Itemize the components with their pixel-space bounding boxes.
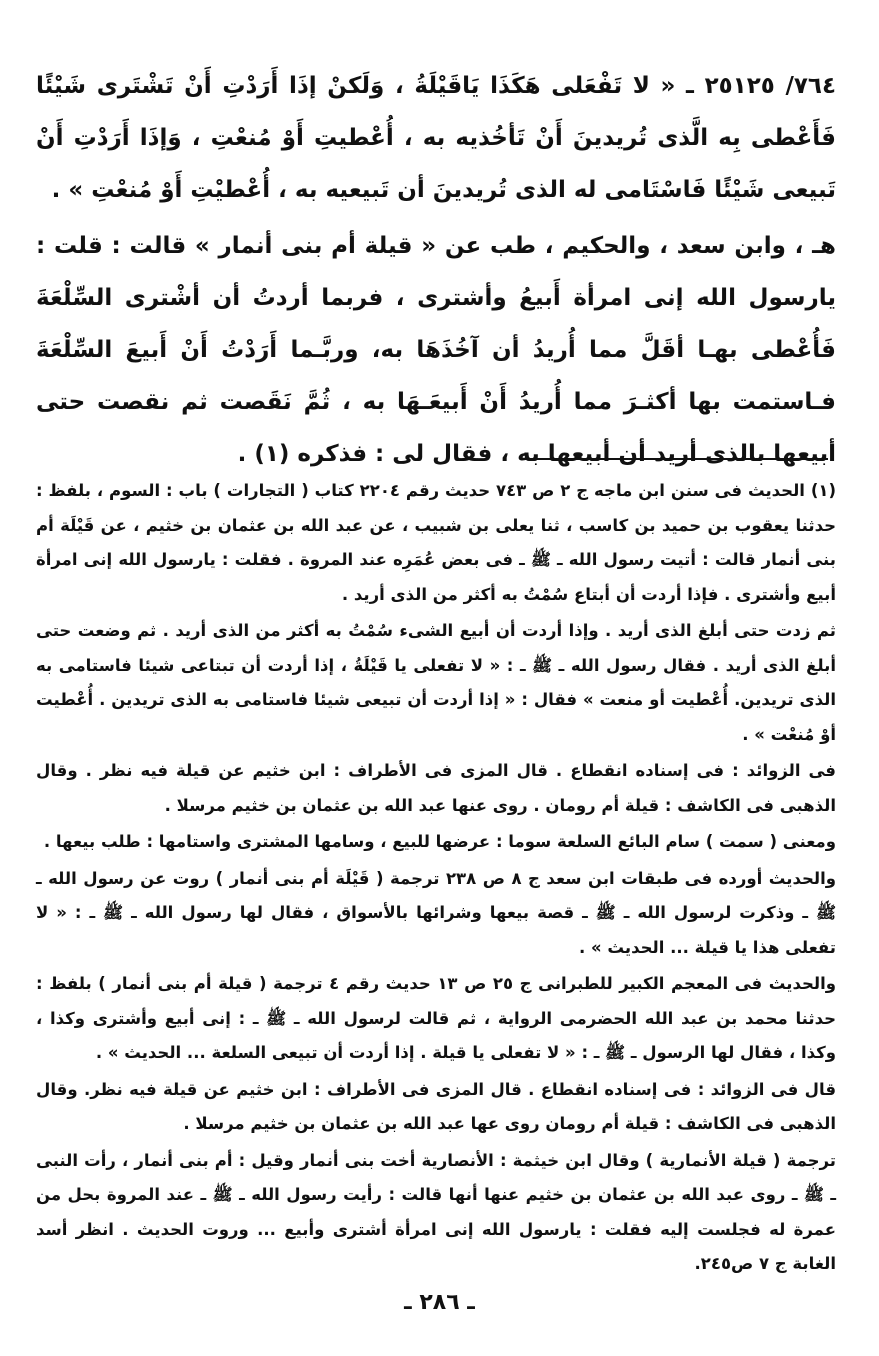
page-content — [36, 60, 837, 1273]
footnote-separator — [520, 458, 828, 460]
footnote-paragraph: قال فى الزوائد : فى إسناده انقطاع . قال المزى فى الأطراف : ابن خثيم عن قيلة فيه نظر. وقال الذهبى فى الكاشف : قيلة أم رومان روى عها عبد الله بن عثمان بن خثيم مرسلا . — [36, 1079, 836, 1133]
hadith-source: هـ ، وابن سعد ، والحكيم ، طب عن « قيلة أم بنى أنمار » قالت : قلت : يارسول الله إنى امرأة أَبيعُ وأشترى ، فربما أردتُ أن أشْترى السِّلْعَةَ فَأُعْطى بهـا أقَلَّ مما أُريدُ أن آخُذَهَا به، وربَّـما أَرَدْتُ أَنْ أَبيعَ السِّلْعَةَ فـاستمت بها أكثـرَ مما أُريدُ أَنْ أَبيعَـهَا به ، ثُمَّ نَقَصت ثم نقصت حتى أبيعها بالذى أريد أن أبيعها به ، فقال لى : فذكره (١) . — [36, 233, 836, 467]
hadith-text: ٧٦٤/ ٢٥١٢٥ ـ « لا تَفْعَلى هَكَذَا يَاقَيْلَةُ ، وَلَكنْ إذَا أَرَدْتِ أَنْ تَشْتَرى شَيْئًا فَأَعْطى بِه الَّذى تُريدينَ أَنْ تَأخُذيه به ، أُعْطيتِ أَوْ مُنعْتِ ، وَإذَا أَرَدْتِ أَنْ تَبيعى شَيْئًا فَاسْتَامى له الذى تُريدينَ أن تَبيعيه به ، أُعْطيْتِ أَوْ مُنعْتِ » . — [36, 73, 836, 203]
footnotes — [36, 474, 836, 1284]
footnote-paragraph: والحديث أورده فى طبقات ابن سعد ج ٨ ص ٢٣٨ ترجمة ( قَيْلَة أم بنى أنمار ) روت عن رسول الله ـ ﷺ ـ وذكرت لرسول الله ـ ﷺ ـ قصة بيعها وشرائها بالأسواق ، فقال لها رسول الله ـ ﷺ ـ : « لا تفعلى هذا يا قيلة ... الحديث » . — [36, 868, 836, 957]
footnote-paragraph: والحديث فى المعجم الكبير للطبرانى ج ٢٥ ص ١٣ حديث رقم ٤ ترجمة ( قيلة أم بنى أنمار ) بلفظ : حدثنا محمد بن عبد الله الحضرمى الرواية ، ثم قالت لرسول الله ـ ﷺ ـ : إنى أبيع وأشترى وكذا ، وكذا ، فقال لها الرسول ـ ﷺ ـ : « لا تفعلى يا قيلة . إذا أردت أن تبيعى السلعة ... الحديث » . — [36, 974, 836, 1062]
footnote-paragraph: (١) الحديث فى سنن ابن ماجه ج ٢ ص ٧٤٣ حديث رقم ٢٢٠٤ كتاب ( التجارات ) باب : السوم ، بلفظ : حدثنا يعقوب بن حميد بن كاسب ، ثنا يعلى بن شبيب ، عن عبد الله بن عثمان بن خثيم ، عن قَيْلَة أم بنى أنمار قالت : أتيت رسول الله ـ ﷺ ـ فى بعض عُمَرِه عند المروة . فقلت : يارسول الله إنى امرأة أبيع وأشترى . فإذا أردت أن أبتاع سُمْتُ به أكثر من الذى أريد . — [36, 481, 837, 604]
footnote-paragraph: ومعنى ( سمت ) سام البائع السلعة سوما : عرضها للبيع ، وسامها المشترى واستامها : طلب بيعها . — [43, 832, 836, 851]
footnote-paragraph: فى الزوائد : فى إسناده انقطاع . قال المزى فى الأطراف : ابن خثيم عن قيلة فيه نظر . وقال الذهبى فى الكاشف : قيلة أم رومان . روى عنها عبد الله بن عثمان بن خثيم مرسلا . — [36, 761, 836, 815]
hadith-main-text — [36, 60, 836, 480]
footnote-paragraph: ترجمة ( قيلة الأنمارية ) وقال ابن خيثمة : الأنصارية أخت بنى أنمار وقيل : أم بنى أنمار ، رأت النبى ـ ﷺ ـ روى عبد الله بن عثمان بن خثيم عنها أنها قالت : رأيت رسول الله ـ ﷺ ـ عند المروة بحل من عمرة له فجلست إليه فقلت : يارسول الله إنى امرأة أشترى وأبيع ... وروت الحديث . انظر أسد الغابة ج ٧ ص٢٤٥. — [36, 1150, 836, 1273]
page-number: ـ ٢٨٦ ـ — [404, 1290, 475, 1315]
footnote-paragraph: ثم زدت حتى أبلغ الذى أريد . وإذا أردت أن أبيع الشىء سُمْتُ به أكثر من الذى أريد . ثم وضعت حتى أبلغ الذى أريد . فقال رسول الله ـ ﷺ ـ : « لا تفعلى يا قَيْلَةُ ، إذا أردت أن تبتاعى شيئا فاستامى به الذى تريدين. أُعْطيت أو منعت » فقال : « إذا أردت أن تبيعى شيئا فاستامى به الذى تريدين . أُعْطيت أوْ مُنعْت » . — [36, 621, 836, 744]
